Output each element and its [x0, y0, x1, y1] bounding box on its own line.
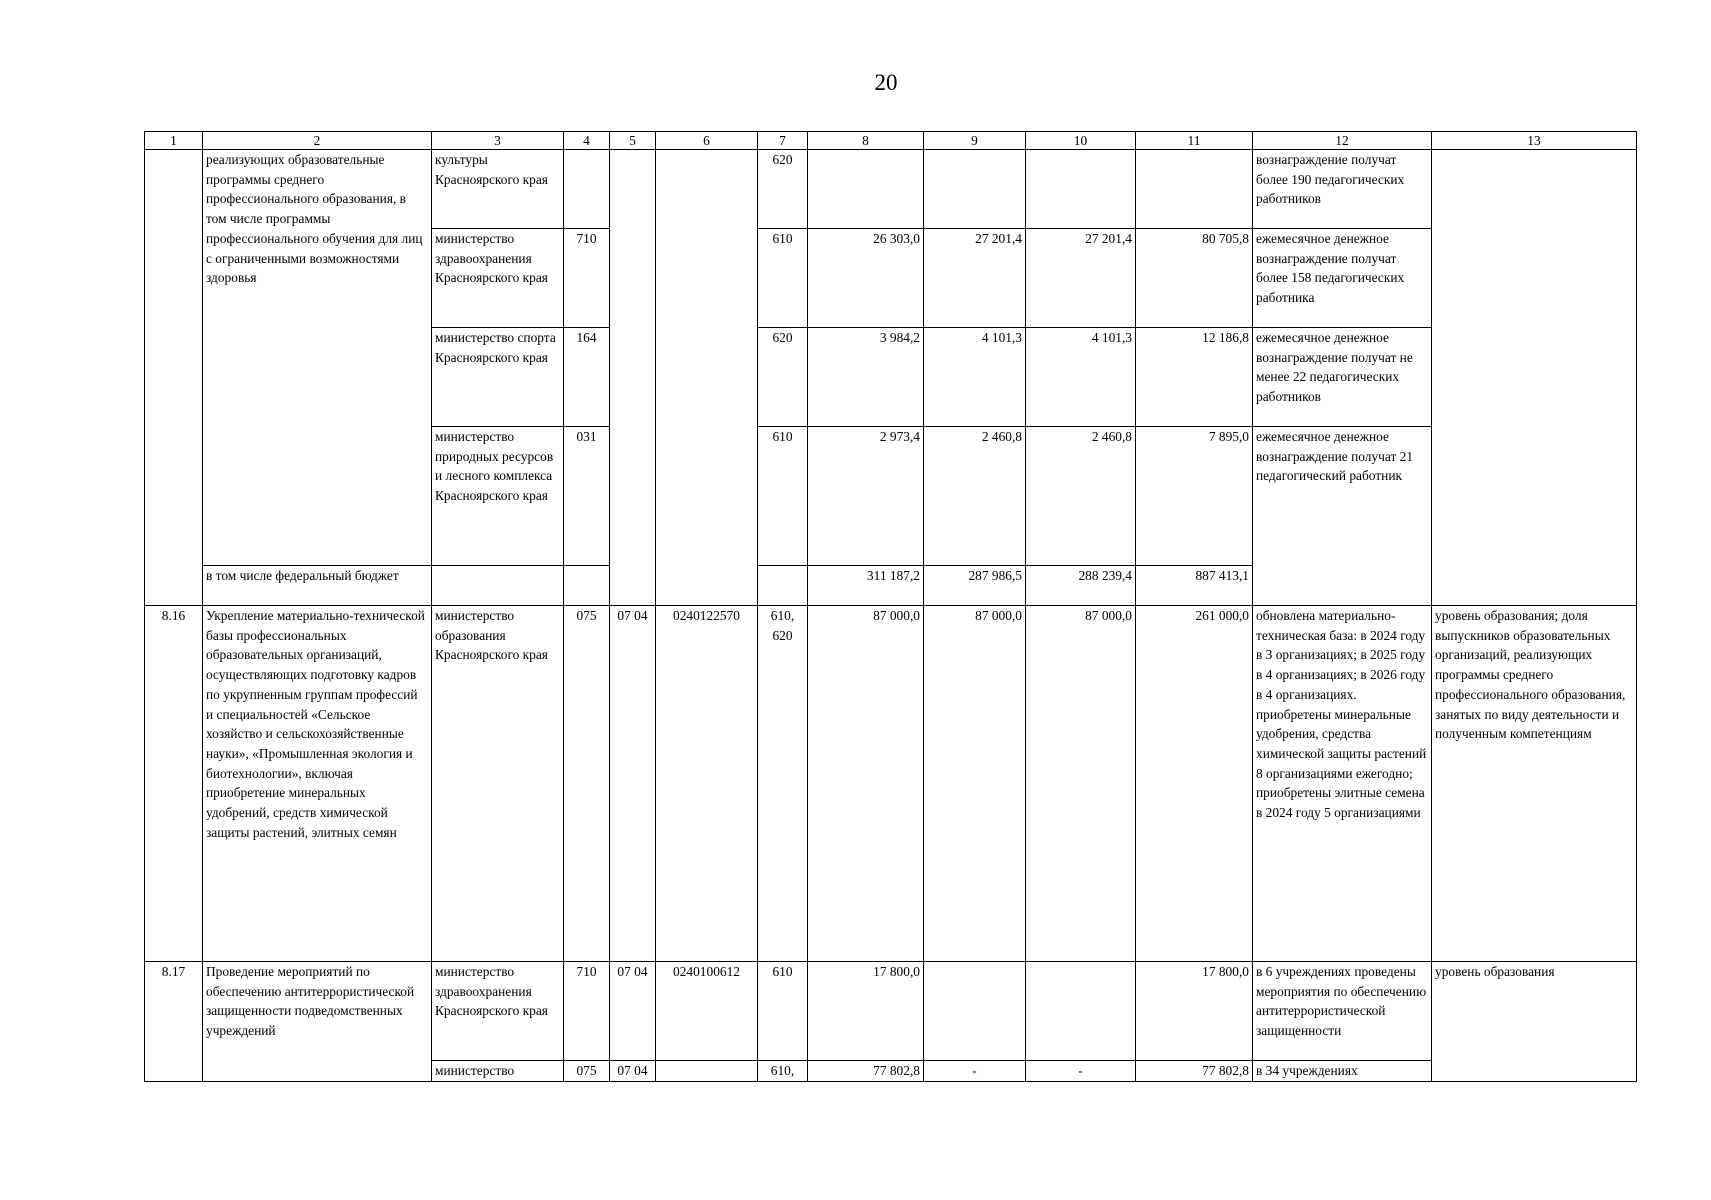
administrator-cell: министерство здравоохранения Красноярского края: [432, 229, 564, 328]
administrator-cell: министерство природных ресурсов и лесного комплекса Красноярского края: [432, 427, 564, 566]
amount-2026-cell: 27 201,4: [1026, 229, 1136, 328]
indicator-cell: уровень образования; доля выпускников образовательных организаций, реализующих программы среднего профессионального образования, занятых по виду деятельности и полученным компетенциям: [1432, 606, 1637, 962]
activity-description: Проведение мероприятий по обеспечению антитеррористической защищенности подведомственных учреждений: [203, 962, 432, 1082]
administrator-cell: культуры Красноярского края: [432, 150, 564, 229]
target-article-cell: 0240100612: [656, 962, 758, 1061]
amount-2024-cell: 3 984,2: [808, 328, 924, 427]
amount-total-cell: 80 705,8: [1136, 229, 1253, 328]
column-header: 4: [564, 132, 610, 150]
column-header: 10: [1026, 132, 1136, 150]
table-row: [145, 962, 1637, 1061]
amount-2026-cell: 2 460,8: [1026, 427, 1136, 566]
amount-2026-cell: -: [1026, 1061, 1136, 1082]
indicator-cell: [1432, 150, 1637, 606]
amount-2025-cell: -: [924, 1061, 1026, 1082]
section-code-cell: 07 04: [610, 606, 656, 962]
page-number: 20: [874, 70, 898, 95]
amount-2024-cell: 77 802,8: [808, 1061, 924, 1082]
amount-2026-cell: 4 101,3: [1026, 328, 1136, 427]
administrator-cell: министерство здравоохранения Красноярского края: [432, 962, 564, 1061]
amount-2025-cell: 287 986,5: [924, 566, 1026, 606]
grbs-code-cell: 075: [564, 606, 610, 962]
administrator-cell: министерство спорта Красноярского края: [432, 328, 564, 427]
amount-2024-cell: 87 000,0: [808, 606, 924, 962]
target-article-cell: [656, 150, 758, 606]
column-header: 1: [145, 132, 203, 150]
expense-type-cell: 620: [758, 328, 808, 427]
column-number-row: [145, 132, 1637, 150]
section-code-cell: 07 04: [610, 1061, 656, 1082]
amount-total-cell: [1136, 150, 1253, 229]
activity-description: Укрепление материально-технической базы профессиональных образовательных организаций, осуществляющих подготовку кадров по укрупненным группам профессий и специальностей «Сельское хозяйство и сельскохозяйственные науки», «Промышленная экология и биотехнологии», включая приобретение минеральных удобрений, средств химической защиты растений, элитных семян: [203, 606, 432, 962]
grbs-code-cell: 710: [564, 962, 610, 1061]
column-header: 12: [1253, 132, 1432, 150]
subtotal-label: в том числе федеральный бюджет: [203, 566, 432, 606]
table-row: [145, 606, 1637, 962]
target-article-cell: 0240122570: [656, 606, 758, 962]
amount-2024-cell: 311 187,2: [808, 566, 924, 606]
grbs-code-cell: [564, 150, 610, 229]
budget-table: [144, 131, 1637, 1082]
expense-type-cell: 610,: [758, 1061, 808, 1082]
expected-result-cell: ежемесячное денежное вознаграждение получат более 158 педагогических работника: [1253, 229, 1432, 328]
expense-type-cell: 610: [758, 229, 808, 328]
expected-result-cell: в 34 учреждениях: [1253, 1061, 1432, 1082]
expected-result-cell: ежемесячное денежное вознаграждение получат не менее 22 педагогических работников: [1253, 328, 1432, 427]
amount-2025-cell: 2 460,8: [924, 427, 1026, 566]
amount-total-cell: 261 000,0: [1136, 606, 1253, 962]
column-header: 2: [203, 132, 432, 150]
amount-2025-cell: 27 201,4: [924, 229, 1026, 328]
amount-2026-cell: 288 239,4: [1026, 566, 1136, 606]
amount-2025-cell: 87 000,0: [924, 606, 1026, 962]
grbs-code-cell: [564, 566, 610, 606]
amount-2024-cell: 2 973,4: [808, 427, 924, 566]
expense-type-cell: 620: [758, 150, 808, 229]
administrator-cell: министерство образования Красноярского края: [432, 606, 564, 962]
column-header: 3: [432, 132, 564, 150]
grbs-code-cell: 031: [564, 427, 610, 566]
activity-description: реализующих образовательные программы среднего профессионального образования, в том числе программы профессионального обучения для лиц с ограниченными возможностями здоровья: [203, 150, 432, 566]
table-row: [145, 150, 1637, 229]
column-header: 6: [656, 132, 758, 150]
amount-total-cell: 887 413,1: [1136, 566, 1253, 606]
amount-total-cell: 77 802,8: [1136, 1061, 1253, 1082]
grbs-code-cell: 075: [564, 1061, 610, 1082]
amount-2025-cell: 4 101,3: [924, 328, 1026, 427]
amount-2025-cell: [924, 962, 1026, 1061]
column-header: 5: [610, 132, 656, 150]
amount-2024-cell: 26 303,0: [808, 229, 924, 328]
column-header: 11: [1136, 132, 1253, 150]
section-code-cell: [610, 150, 656, 606]
amount-2026-cell: [1026, 962, 1136, 1061]
expected-result-cell: обновлена материально-техническая база: в 2024 году в 3 организациях; в 2025 году в 4 организациях; в 2026 году в 4 организациях. приобретены минеральные удобрения, средства химической защиты растений 8 организациями ежегодно; приобретены элитные семена в 2024 году 5 организациями: [1253, 606, 1432, 962]
target-article-cell: [656, 1061, 758, 1082]
item-number-cell: [145, 150, 203, 606]
expense-type-cell: 610, 620: [758, 606, 808, 962]
column-header: 9: [924, 132, 1026, 150]
amount-2026-cell: 87 000,0: [1026, 606, 1136, 962]
expected-result-cell: ежемесячное денежное вознаграждение получат 21 педагогический работник: [1253, 427, 1432, 606]
column-header: 8: [808, 132, 924, 150]
grbs-code-cell: 710: [564, 229, 610, 328]
amount-total-cell: 17 800,0: [1136, 962, 1253, 1061]
administrator-cell: министерство: [432, 1061, 564, 1082]
section-code-cell: 07 04: [610, 962, 656, 1061]
indicator-cell: уровень образования: [1432, 962, 1637, 1082]
expected-result-cell: вознаграждение получат более 190 педагогических работников: [1253, 150, 1432, 229]
amount-2024-cell: [808, 150, 924, 229]
column-header: 7: [758, 132, 808, 150]
item-number-cell: 8.17: [145, 962, 203, 1082]
amount-2026-cell: [1026, 150, 1136, 229]
amount-total-cell: 12 186,8: [1136, 328, 1253, 427]
item-number-cell: 8.16: [145, 606, 203, 962]
column-header: 13: [1432, 132, 1637, 150]
administrator-cell: [432, 566, 564, 606]
amount-2024-cell: 17 800,0: [808, 962, 924, 1061]
amount-total-cell: 7 895,0: [1136, 427, 1253, 566]
grbs-code-cell: 164: [564, 328, 610, 427]
expense-type-cell: 610: [758, 962, 808, 1061]
expense-type-cell: [758, 566, 808, 606]
expense-type-cell: 610: [758, 427, 808, 566]
expected-result-cell: в 6 учреждениях проведены мероприятия по обеспечению антитеррористической защищенности: [1253, 962, 1432, 1061]
amount-2025-cell: [924, 150, 1026, 229]
